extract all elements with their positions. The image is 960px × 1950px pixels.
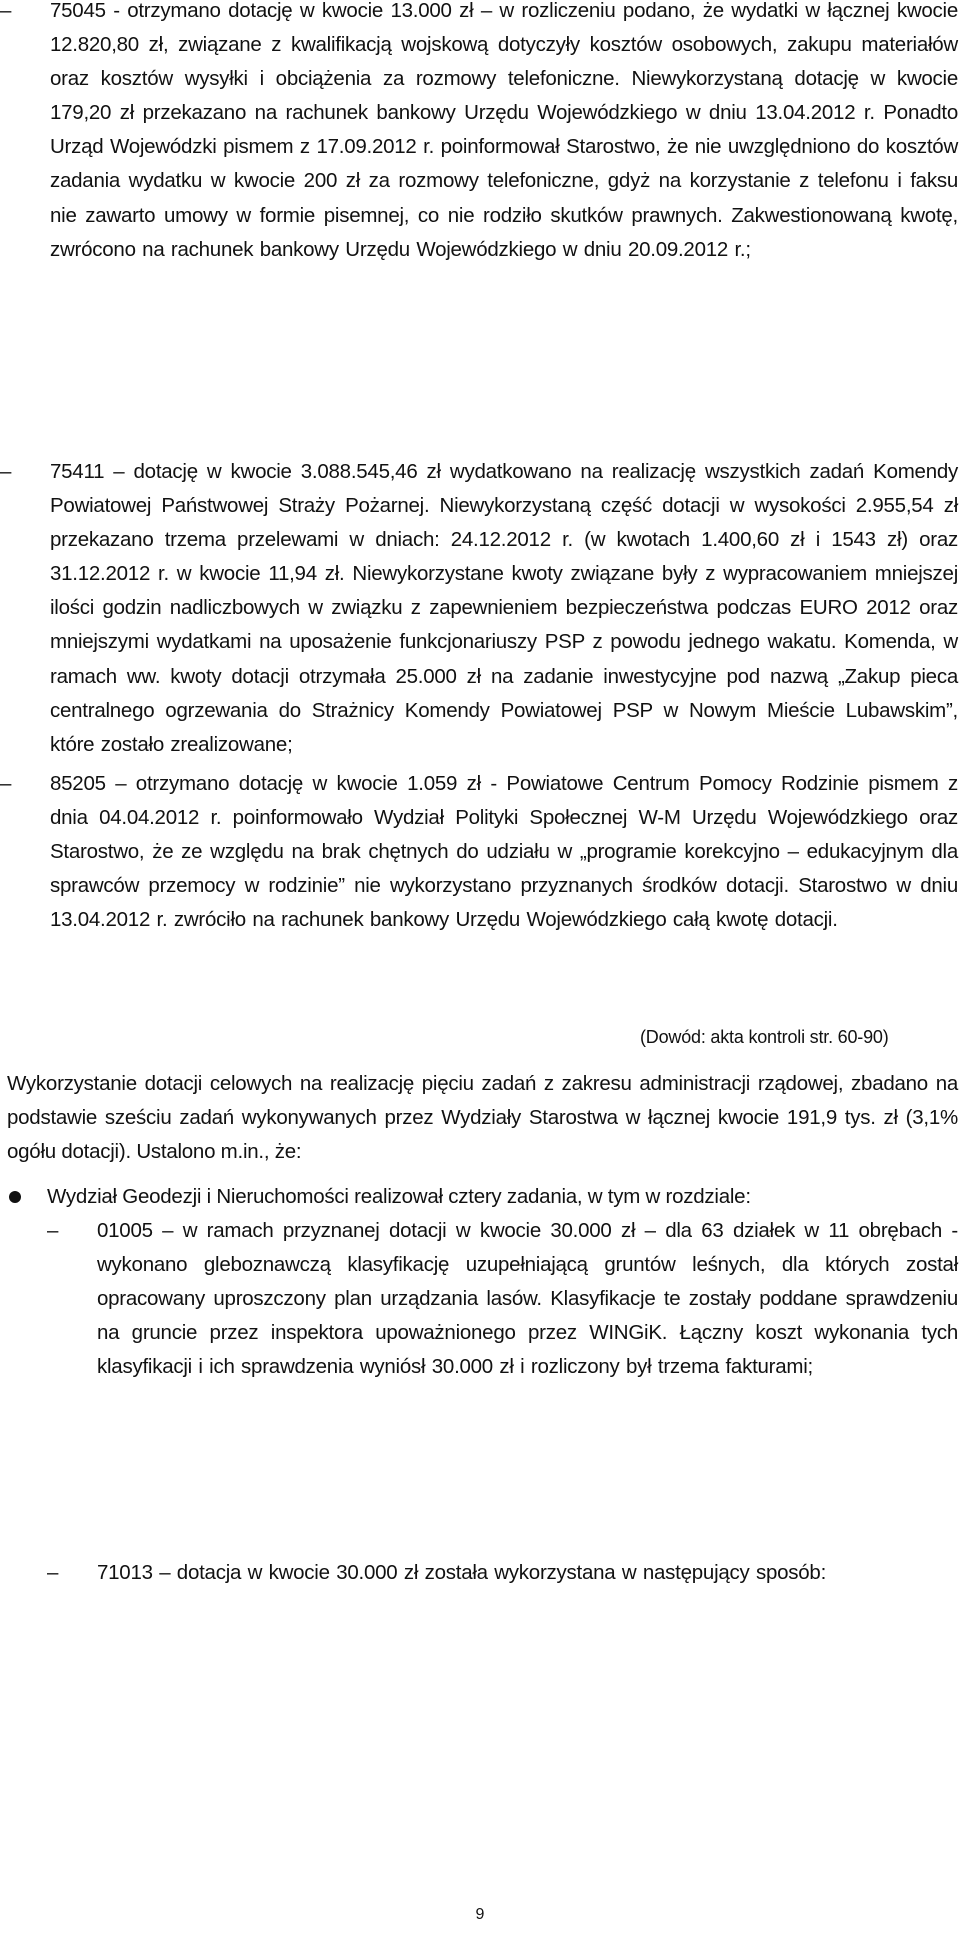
dash-marker: – [0,460,12,483]
body-paragraph: Wykorzystanie dotacji celowych na realizację pięciu zadań z zakresu administracji rządowej, zbadano na podstawie sześciu zadań wykonywanych przez Wydziały Starostwa w łącznej kwocie 191,9 tys. zł (3,1% ogółu dotacji). Ustalono m.in., że: [7,1072,958,1164]
list-item-75411 [0,455,958,762]
list-item-text: 85205 – otrzymano dotację w kwocie 1.059 zł - Powiatowe Centrum Pomocy Rodzinie pismem z dnia 04.04.2012 r. poinformowało Wydział Polityki Społecznej W-M Urzędu Wojewódzkiego oraz Starostwo, że ze względu na brak chętnych do udziału w „programie korekcyjno – edukacyjnym dla sprawców przemocy w rodzinie” nie wykorzystano przyznanych środków dotacji. Starostwo w dniu 13.04.2012 r. zwróciło na rachunek bankowy Urzędu Wojewódzkiego całą kwotę dotacji. [50,772,958,932]
dash-marker: – [0,772,12,795]
bullet-dot-icon [9,1191,21,1203]
list-item-text: 75411 – dotację w kwocie 3.088.545,46 zł wydatkowano na realizację wszystkich zadań Komendy Powiatowej Państwowej Straży Pożarnej. Niewykorzystaną część dotacji w wysokości 2.955,54 zł przekazano trzema przelewami w dniach: 24.12.2012 r. (w kwotach 1.400,60 zł i 1543 zł) oraz 31.12.2012 r. w kwocie 11,94 zł. Niewykorzystane kwoty związane były z wypracowaniem mniejszej ilości godzin nadliczbowych w związku z zapewnieniem bezpieczeństwa podczas EURO 2012 oraz mniejszymi wydatkami na uposażenie funkcjonariuszy PSP z powodu jednego wakatu. Komenda, w ramach ww. kwoty dotacji otrzymała 25.000 zł na zadanie inwestycyjne pod nazwą „Zakup pieca centralnego ogrzewania do Strażnicy Komendy Powiatowej PSP w Nowym Mieście Lubawskim”, które zostało zrealizowane; [50,460,958,756]
dash-marker: – [0,0,12,22]
dash-marker: – [47,1219,59,1242]
list-item-text: 75045 - otrzymano dotację w kwocie 13.000 zł – w rozliczeniu podano, że wydatki w łącznej kwocie 12.820,80 zł, związane z kwalifikacją wojskową dotyczyły kosztów osobowych, zakupu materiałów oraz kosztów wysyłki i obciążenia za rozmowy telefoniczne. Niewykorzystaną dotację w kwocie 179,20 zł przekazano na rachunek bankowy Urzędu Wojewódzkiego w dniu 13.04.2012 r. Ponadto Urząd Wojewódzki pismem z 17.09.2012 r. poinformował Starostwo, że nie uwzględniono do kosztów zadania wydatku w kwocie 200 zł za rozmowy telefoniczne, gdyż na korzystanie z telefonu i faksu nie zawarto umowy w formie pisemnej, co nie rodziło skutków prawnych. Zakwestionowaną kwotę, zwrócono na rachunek bankowy Urzędu Wojewódzkiego w dniu 20.09.2012 r.; [50,0,958,261]
proof-note: (Dowód: akta kontroli str. 60-90) [640,1027,889,1047]
list-item-71013 [47,1556,958,1590]
list-item-01005 [47,1214,958,1384]
list-item-text: 71013 – dotacja w kwocie 30.000 zł została wykorzystana w następujący sposób: [97,1561,827,1584]
dash-marker: – [47,1561,59,1584]
list-item-85205 [0,767,958,937]
list-item-75045 [0,0,958,267]
list-item-text: 01005 – w ramach przyznanej dotacji w kwocie 30.000 zł – dla 63 działek w 11 obrębach - wykonano gleboznawczą klasyfikację uzupełniającą gruntów leśnych, dla których został opracowany uproszczony plan urządzania lasów. Klasyfikacje te zostały poddane sprawdzeniu na gruncie przez inspektora upoważnionego przez WINGiK. Łączny koszt wykonania tych klasyfikacji i ich sprawdzenia wyniósł 30.000 zł i rozliczony był trzema fakturami; [97,1219,958,1379]
page-number: 9 [475,1906,485,1923]
bullet-text: Wydział Geodezji i Nieruchomości realizował cztery zadania, w tym w rozdziale: [47,1185,751,1208]
